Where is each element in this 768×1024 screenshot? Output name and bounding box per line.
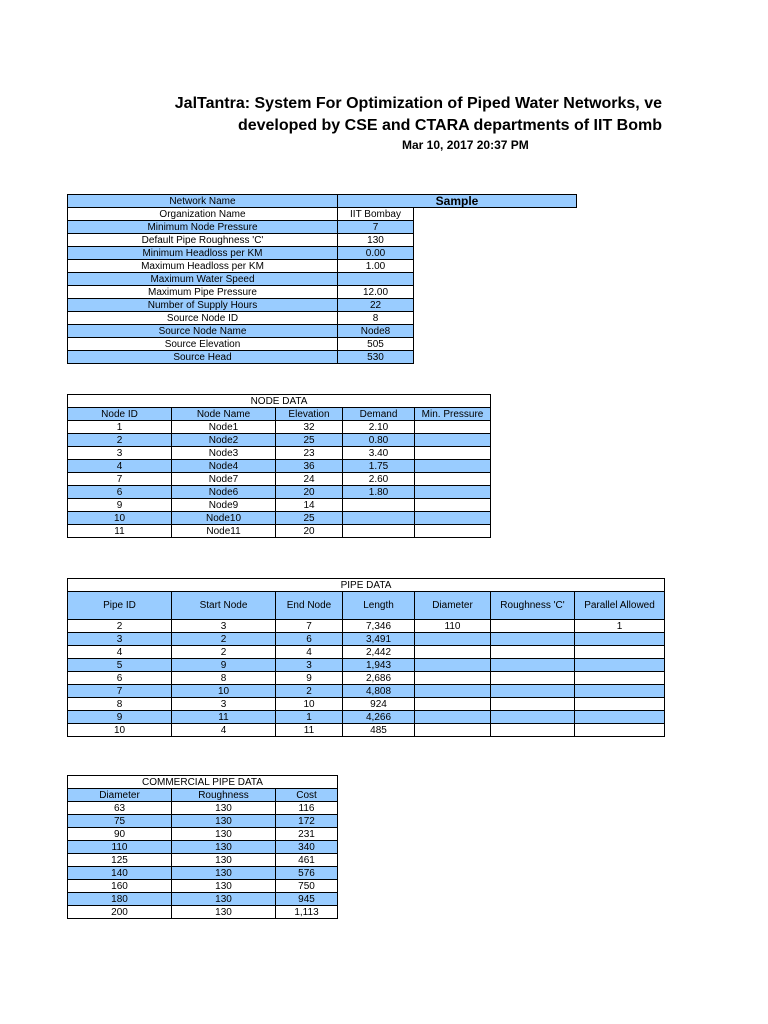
node-data-title: NODE DATA <box>68 395 491 408</box>
pipe-cell: 6 <box>276 633 343 646</box>
pipe-cell <box>575 724 665 737</box>
pipe-cell: 3 <box>172 620 276 633</box>
pipe-cell: 3 <box>172 698 276 711</box>
node-cell: Node1 <box>172 421 276 434</box>
table-row <box>68 620 665 633</box>
pipe-data-table <box>67 578 665 737</box>
network-row <box>68 221 577 234</box>
table-row <box>68 685 665 698</box>
network-row <box>68 260 577 273</box>
pipe-cell: 11 <box>172 711 276 724</box>
node-cell <box>415 499 491 512</box>
node-cell: 3 <box>68 447 172 460</box>
network-field-label: Maximum Water Speed <box>68 273 338 286</box>
network-row <box>68 247 577 260</box>
pipe-cell <box>415 724 491 737</box>
pipe-cell <box>575 646 665 659</box>
blank-cell <box>414 351 577 364</box>
blank-cell <box>414 338 577 351</box>
commercial-cell: 110 <box>68 841 172 854</box>
pipe-cell: 9 <box>68 711 172 724</box>
commercial-cell: 200 <box>68 906 172 919</box>
blank-cell <box>414 325 577 338</box>
node-cell: 11 <box>68 525 172 538</box>
network-field-label: Maximum Headloss per KM <box>68 260 338 273</box>
node-data-table <box>67 394 491 538</box>
pipe-cell: 5 <box>68 659 172 672</box>
commercial-cell: 461 <box>276 854 338 867</box>
report-title-line2: developed by CSE and CTARA departments of IIT Bomb <box>237 117 662 134</box>
pipe-cell: 10 <box>172 685 276 698</box>
network-field-value: Node8 <box>338 325 414 338</box>
node-cell: Node4 <box>172 460 276 473</box>
pipe-cell <box>415 633 491 646</box>
blank-cell <box>414 208 577 221</box>
table-row <box>68 512 491 525</box>
network-row <box>68 195 577 208</box>
table-row <box>68 854 338 867</box>
commercial-pipe-data-table <box>67 775 338 919</box>
pipe-cell <box>491 711 575 724</box>
node-cell: 25 <box>276 434 343 447</box>
pipe-cell: 2,442 <box>343 646 415 659</box>
pipe-column-header: Parallel Allowed <box>575 592 665 620</box>
table-row <box>68 724 665 737</box>
pipe-cell: 7 <box>276 620 343 633</box>
pipe-cell: 1 <box>575 620 665 633</box>
table-row <box>68 473 491 486</box>
node-cell: 32 <box>276 421 343 434</box>
pipe-cell <box>491 672 575 685</box>
pipe-cell: 9 <box>172 659 276 672</box>
pipe-cell: 10 <box>68 724 172 737</box>
pipe-cell <box>491 646 575 659</box>
commercial-cell: 160 <box>68 880 172 893</box>
network-row <box>68 312 577 325</box>
pipe-cell: 10 <box>276 698 343 711</box>
node-cell: 2 <box>68 434 172 447</box>
node-cell <box>343 512 415 525</box>
pipe-cell: 9 <box>276 672 343 685</box>
pipe-cell <box>415 698 491 711</box>
blank-cell <box>414 247 577 260</box>
pipe-cell <box>575 672 665 685</box>
table-row <box>68 421 491 434</box>
pipe-column-header: Pipe ID <box>68 592 172 620</box>
network-field-value: 8 <box>338 312 414 325</box>
pipe-cell: 2 <box>172 633 276 646</box>
network-field-label: Source Node ID <box>68 312 338 325</box>
commercial-cell: 576 <box>276 867 338 880</box>
table-row <box>68 906 338 919</box>
node-cell: 20 <box>276 486 343 499</box>
blank-cell <box>414 299 577 312</box>
pipe-cell <box>415 659 491 672</box>
network-field-label: Minimum Node Pressure <box>68 221 338 234</box>
pipe-cell <box>575 659 665 672</box>
commercial-data-title: COMMERCIAL PIPE DATA <box>68 776 338 789</box>
commercial-cell: 90 <box>68 828 172 841</box>
node-cell: 10 <box>68 512 172 525</box>
node-cell <box>415 460 491 473</box>
network-field-label: Source Node Name <box>68 325 338 338</box>
node-cell: 14 <box>276 499 343 512</box>
commercial-cell: 63 <box>68 802 172 815</box>
network-field-label: Minimum Headloss per KM <box>68 247 338 260</box>
node-column-header: Min. Pressure <box>415 408 491 421</box>
node-cell: 7 <box>68 473 172 486</box>
node-cell: 2.10 <box>343 421 415 434</box>
node-cell: 25 <box>276 512 343 525</box>
commercial-cell: 130 <box>172 841 276 854</box>
table-row <box>68 447 491 460</box>
pipe-cell: 110 <box>415 620 491 633</box>
commercial-cell: 340 <box>276 841 338 854</box>
pipe-cell: 4 <box>68 646 172 659</box>
node-column-header: Node ID <box>68 408 172 421</box>
pipe-cell <box>415 646 491 659</box>
pipe-data-title: PIPE DATA <box>68 579 665 592</box>
network-field-label: Source Head <box>68 351 338 364</box>
network-field-label: Default Pipe Roughness 'C' <box>68 234 338 247</box>
pipe-cell: 3,491 <box>343 633 415 646</box>
table-row <box>68 672 665 685</box>
network-field-value: 12.00 <box>338 286 414 299</box>
network-field-value: 0.00 <box>338 247 414 260</box>
node-cell <box>415 473 491 486</box>
commercial-cell: 75 <box>68 815 172 828</box>
table-row <box>68 893 338 906</box>
network-row <box>68 338 577 351</box>
pipe-cell: 4,808 <box>343 685 415 698</box>
commercial-cell: 140 <box>68 867 172 880</box>
pipe-cell <box>491 659 575 672</box>
table-row <box>68 802 338 815</box>
pipe-cell: 8 <box>68 698 172 711</box>
pipe-cell: 2 <box>172 646 276 659</box>
pipe-cell: 4,266 <box>343 711 415 724</box>
node-cell: Node9 <box>172 499 276 512</box>
table-row <box>68 828 338 841</box>
pipe-cell: 6 <box>68 672 172 685</box>
pipe-cell <box>575 685 665 698</box>
pipe-cell <box>415 685 491 698</box>
network-row <box>68 208 577 221</box>
network-name-value: Sample <box>338 195 577 208</box>
node-cell <box>343 499 415 512</box>
pipe-column-header: Length <box>343 592 415 620</box>
network-field-label: Source Elevation <box>68 338 338 351</box>
commercial-cell: 130 <box>172 854 276 867</box>
pipe-column-header: Roughness 'C' <box>491 592 575 620</box>
node-cell: Node2 <box>172 434 276 447</box>
node-cell: 0.80 <box>343 434 415 447</box>
network-row <box>68 273 577 286</box>
node-cell: Node6 <box>172 486 276 499</box>
pipe-cell: 7 <box>68 685 172 698</box>
node-cell <box>415 512 491 525</box>
commercial-cell: 130 <box>172 802 276 815</box>
pipe-cell: 7,346 <box>343 620 415 633</box>
node-cell: Node11 <box>172 525 276 538</box>
pipe-cell: 4 <box>172 724 276 737</box>
node-cell <box>415 525 491 538</box>
pipe-cell: 1 <box>276 711 343 724</box>
network-field-value: IIT Bombay <box>338 208 414 221</box>
pipe-cell <box>491 724 575 737</box>
table-row <box>68 659 665 672</box>
pipe-cell <box>491 620 575 633</box>
network-field-value: 530 <box>338 351 414 364</box>
node-cell <box>415 447 491 460</box>
commercial-column-header: Diameter <box>68 789 172 802</box>
pipe-cell: 4 <box>276 646 343 659</box>
commercial-cell: 116 <box>276 802 338 815</box>
network-row <box>68 299 577 312</box>
network-field-label: Maximum Pipe Pressure <box>68 286 338 299</box>
pipe-cell: 8 <box>172 672 276 685</box>
commercial-cell: 750 <box>276 880 338 893</box>
pipe-cell: 924 <box>343 698 415 711</box>
network-field-value: 7 <box>338 221 414 234</box>
network-row <box>68 286 577 299</box>
commercial-cell: 130 <box>172 867 276 880</box>
blank-cell <box>414 286 577 299</box>
commercial-cell: 130 <box>172 880 276 893</box>
commercial-column-header: Roughness <box>172 789 276 802</box>
blank-cell <box>414 234 577 247</box>
network-row <box>68 325 577 338</box>
node-cell <box>343 525 415 538</box>
node-cell: 23 <box>276 447 343 460</box>
pipe-cell <box>491 685 575 698</box>
commercial-cell: 130 <box>172 906 276 919</box>
network-field-value: 505 <box>338 338 414 351</box>
network-field-label: Number of Supply Hours <box>68 299 338 312</box>
commercial-cell: 172 <box>276 815 338 828</box>
network-row <box>68 234 577 247</box>
node-column-header: Elevation <box>276 408 343 421</box>
pipe-cell <box>575 711 665 724</box>
table-row <box>68 711 665 724</box>
commercial-cell: 125 <box>68 854 172 867</box>
blank-cell <box>414 221 577 234</box>
pipe-cell: 11 <box>276 724 343 737</box>
blank-cell <box>414 260 577 273</box>
report-date: Mar 10, 2017 20:37 PM <box>402 138 529 152</box>
commercial-cell: 130 <box>172 828 276 841</box>
pipe-cell <box>575 698 665 711</box>
pipe-column-header: Diameter <box>415 592 491 620</box>
commercial-cell: 130 <box>172 893 276 906</box>
table-row <box>68 434 491 447</box>
node-cell: 24 <box>276 473 343 486</box>
blank-cell <box>414 312 577 325</box>
node-cell: 20 <box>276 525 343 538</box>
pipe-column-header: Start Node <box>172 592 276 620</box>
pipe-cell: 2 <box>68 620 172 633</box>
table-row <box>68 486 491 499</box>
pipe-cell: 1,943 <box>343 659 415 672</box>
commercial-cell: 231 <box>276 828 338 841</box>
pipe-cell <box>415 711 491 724</box>
table-row <box>68 525 491 538</box>
node-cell <box>415 434 491 447</box>
pipe-cell: 2 <box>276 685 343 698</box>
node-cell: 9 <box>68 499 172 512</box>
node-cell <box>415 486 491 499</box>
commercial-column-header: Cost <box>276 789 338 802</box>
node-column-header: Node Name <box>172 408 276 421</box>
table-row <box>68 460 491 473</box>
commercial-cell: 945 <box>276 893 338 906</box>
pipe-cell <box>575 633 665 646</box>
network-row <box>68 351 577 364</box>
node-cell: 4 <box>68 460 172 473</box>
network-field-value: 1.00 <box>338 260 414 273</box>
node-cell: 36 <box>276 460 343 473</box>
table-row <box>68 841 338 854</box>
node-cell: 1.75 <box>343 460 415 473</box>
commercial-cell: 180 <box>68 893 172 906</box>
node-cell: Node3 <box>172 447 276 460</box>
pipe-column-header: End Node <box>276 592 343 620</box>
pipe-cell <box>415 672 491 685</box>
pipe-cell: 3 <box>68 633 172 646</box>
node-cell: 2.60 <box>343 473 415 486</box>
network-field-value: 130 <box>338 234 414 247</box>
commercial-cell: 130 <box>172 815 276 828</box>
node-cell: Node10 <box>172 512 276 525</box>
pipe-cell: 2,686 <box>343 672 415 685</box>
node-cell: 1.80 <box>343 486 415 499</box>
network-field-value <box>338 273 414 286</box>
pipe-cell: 485 <box>343 724 415 737</box>
network-field-label: Network Name <box>68 195 338 208</box>
commercial-cell: 1,113 <box>276 906 338 919</box>
table-row <box>68 633 665 646</box>
table-row <box>68 815 338 828</box>
network-field-label: Organization Name <box>68 208 338 221</box>
table-row <box>68 646 665 659</box>
node-cell: 3.40 <box>343 447 415 460</box>
node-cell <box>415 421 491 434</box>
pipe-cell: 3 <box>276 659 343 672</box>
pipe-cell <box>491 633 575 646</box>
blank-cell <box>414 273 577 286</box>
table-row <box>68 867 338 880</box>
node-column-header: Demand <box>343 408 415 421</box>
node-cell: 6 <box>68 486 172 499</box>
network-info-table <box>67 194 577 364</box>
table-row <box>68 499 491 512</box>
node-cell: 1 <box>68 421 172 434</box>
table-row <box>68 880 338 893</box>
report-title-line1: JalTantra: System For Optimization of Piped Water Networks, ve <box>174 95 662 112</box>
network-field-value: 22 <box>338 299 414 312</box>
pipe-cell <box>491 698 575 711</box>
node-cell: Node7 <box>172 473 276 486</box>
table-row <box>68 698 665 711</box>
